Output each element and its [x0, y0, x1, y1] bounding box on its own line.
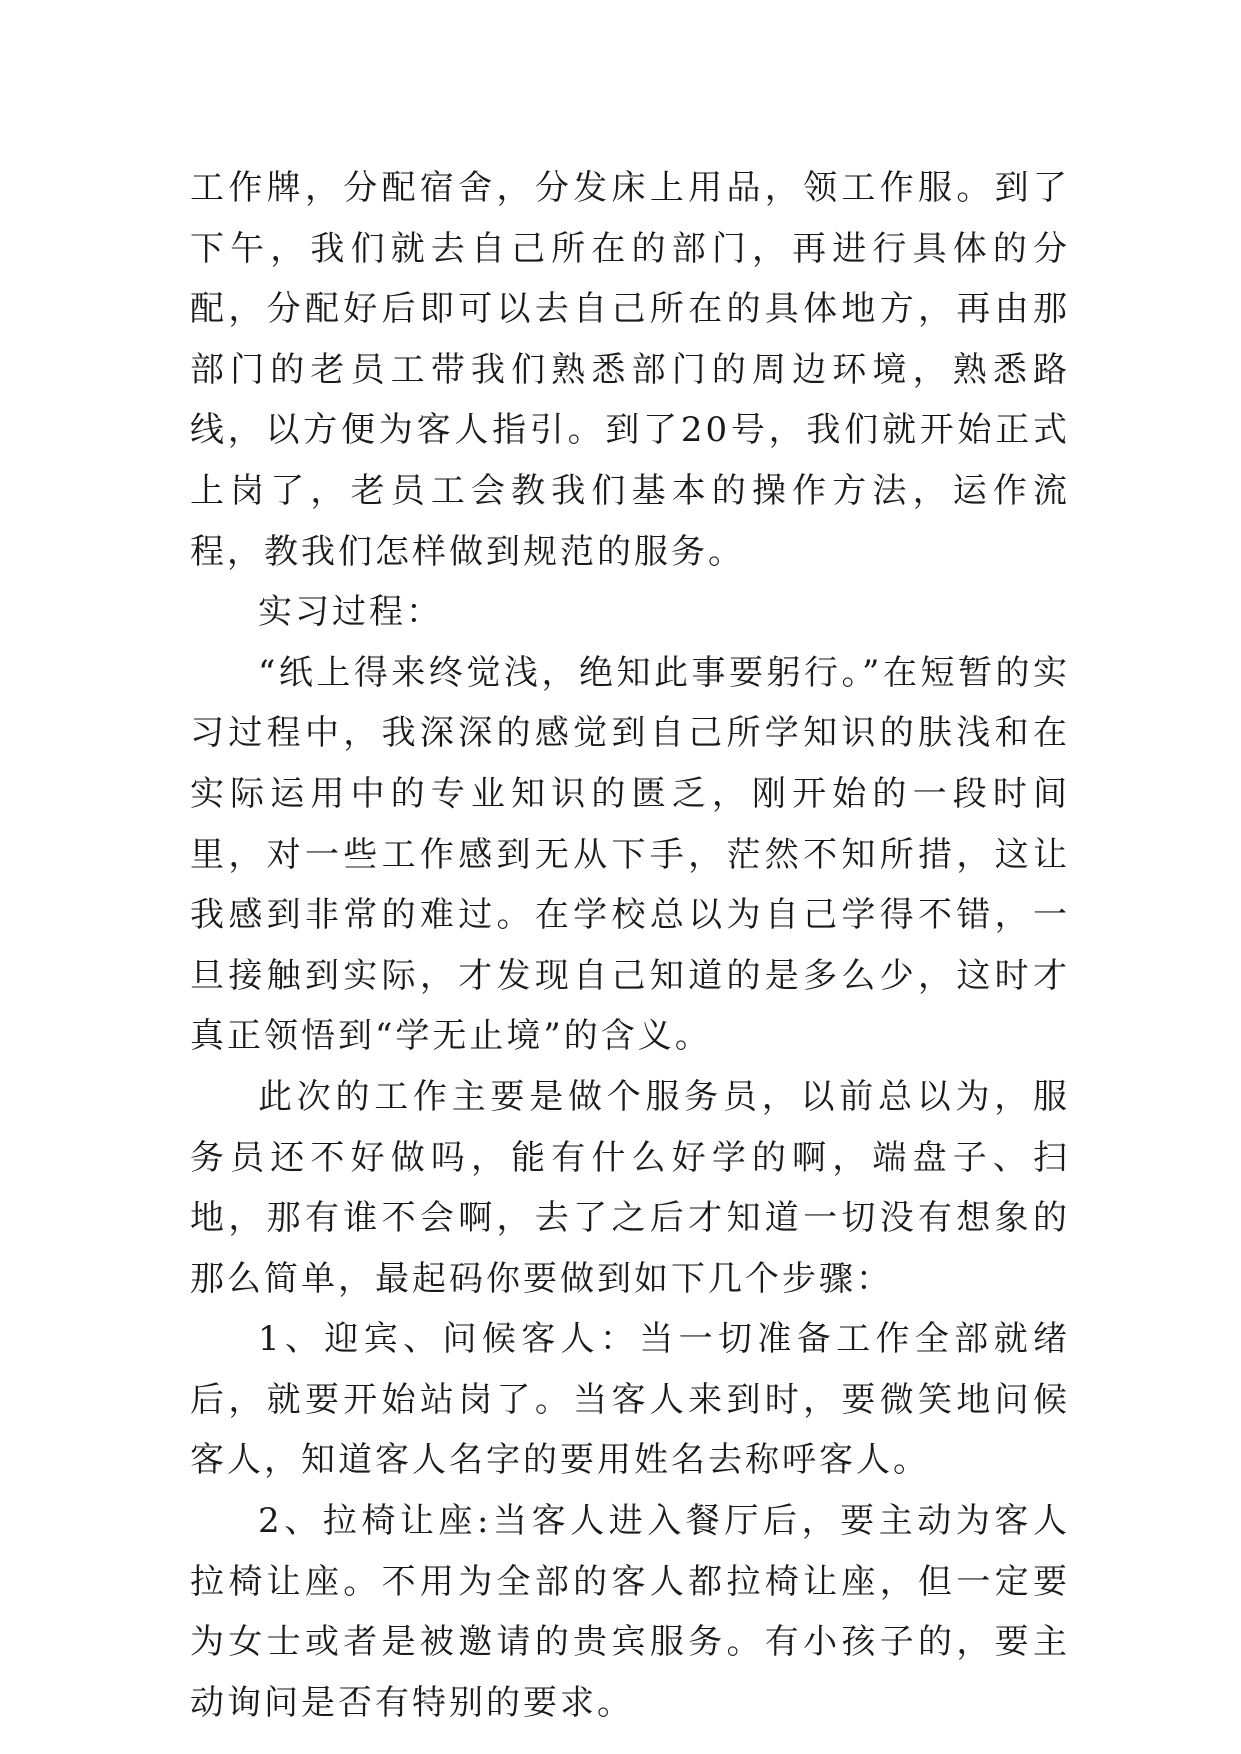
paragraph-quote-reflection: “纸上得来终觉浅，绝知此事要躬行。”在短暂的实习过程中，我深深的感觉到自己所学知识的肤浅和在实际运用中的专业知识的匮乏，刚开始的一段时间里，对一些工作感到无从下手，茫然不知所措，这让我感到非常的难过。在学校总以为自己学得不错，一旦接触到实际，才发现自己知道的是多么少，这时才真正领悟到“学无止境”的含义。 [190, 652, 1070, 1057]
paragraph-step-1-greeting: 1、迎宾、问候客人：当一切准备工作全部就绪后，就要开始站岗了。当客人来到时，要微笑地问候客人，知道客人名字的要用姓名去称呼客人。 [190, 1319, 1070, 1481]
paragraph-waiter-work: 此次的工作主要是做个服务员，以前总以为，服务员还不好做吗，能有什么好学的啊，端盘子、扫地，那有谁不会啊，去了之后才知道一切没有想象的那么简单，最起码你要做到如下几个步骤： [190, 1076, 1070, 1299]
section-heading-internship-process: 实习过程： [258, 592, 443, 633]
document-body [190, 158, 1070, 1733]
paragraph-intro-continued: 工作牌，分配宿舍，分发床上用品，领工作服。到了下午，我们就去自己所在的部门，再进行具体的分配，分配好后即可以去自己所在的具体地方，再由那部门的老员工带我们熟悉部门的周边环境，熟悉路线，以方便为客人指引。到了20号，我们就开始正式上岗了，老员工会教我们基本的操作方法，运作流程，教我们怎样做到规范的服务。 [190, 168, 1070, 572]
paragraph-step-2-seating: 2、拉椅让座:当客人进入餐厅后，要主动为客人拉椅让座。不用为全部的客人都拉椅让座，但一定要为女士或者是被邀请的贵宾服务。有小孩子的，要主动询问是否有特别的要求。 [190, 1501, 1070, 1723]
